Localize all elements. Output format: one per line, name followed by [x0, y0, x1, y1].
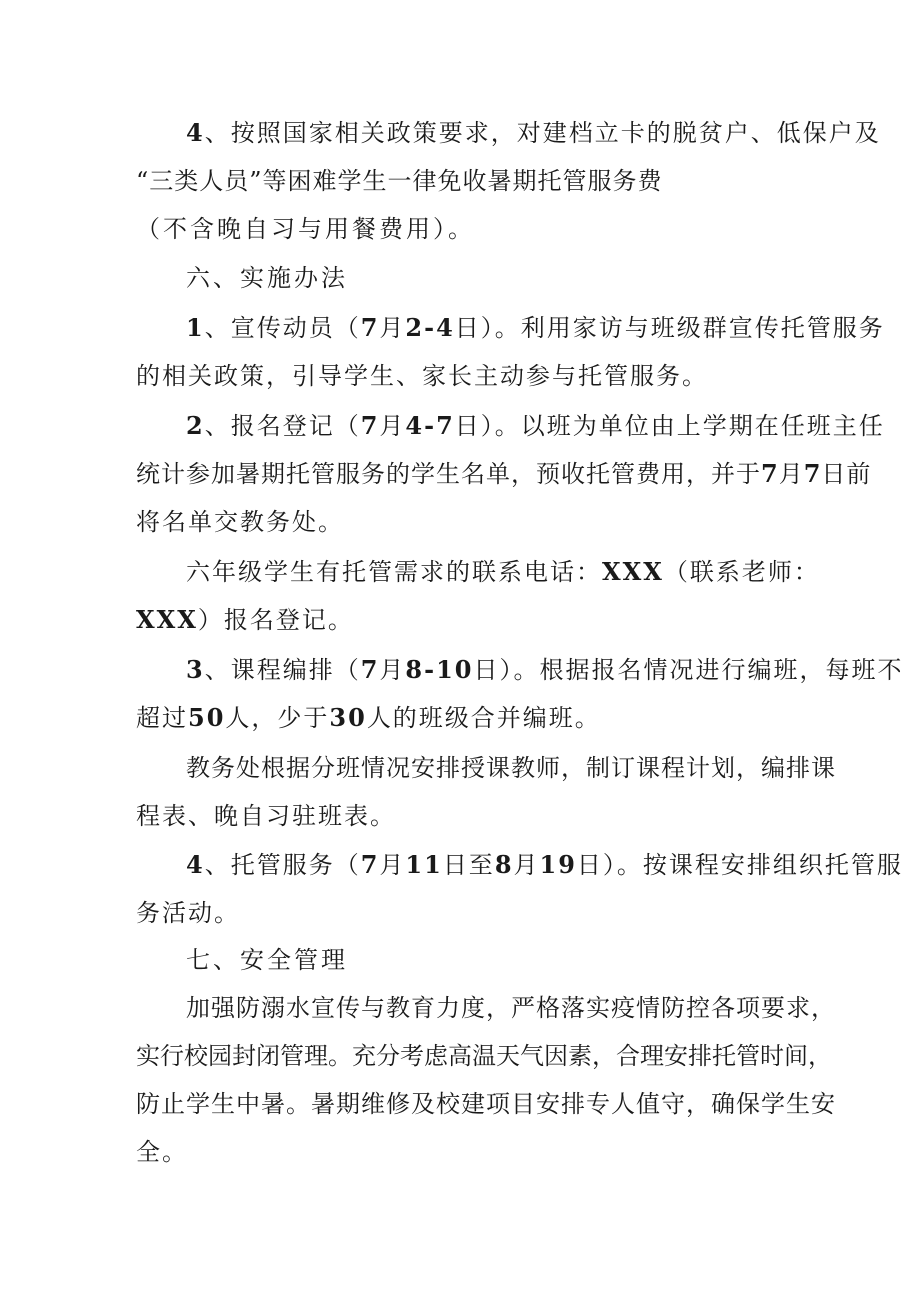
- item-number: 4: [186, 118, 205, 147]
- schedule-note-line-1: [186, 753, 836, 783]
- step-4-line-2: [136, 898, 240, 928]
- schedule-note-line-2: [136, 801, 396, 831]
- text: 、宣传动员（: [204, 314, 361, 342]
- text: “三类人员”等困难学生一律免收暑期托管服务费: [136, 167, 663, 195]
- text: 日）。利用家访与班级群宣传托管服务: [454, 314, 885, 342]
- text: 防止学生中暑。暑期维修及校建项目安排专人值守，确保学生安: [136, 1090, 836, 1118]
- heading-text: 七、安全管理: [186, 946, 348, 974]
- text: 月: [513, 851, 540, 879]
- text: 月: [379, 656, 406, 684]
- date-month: 7: [761, 459, 779, 488]
- contact-line-2: [136, 605, 354, 635]
- step-2-line-1: [186, 411, 885, 441]
- paragraph-free-fee-line-1: [186, 118, 881, 148]
- text: 实行校园封闭管理。充分考虑高温天气因素，合理安排托管时间，: [136, 1042, 832, 1070]
- step-3-line-1: [186, 655, 903, 685]
- text: 月: [379, 412, 406, 440]
- text: 超过: [136, 704, 188, 732]
- date-day: 19: [539, 850, 577, 879]
- contact-phone: XXX: [602, 557, 664, 586]
- text: ）报名登记。: [197, 606, 354, 634]
- date-day: 11: [405, 850, 443, 879]
- text: 教务处根据分班情况安排授课教师，制订课程计划，编排课: [186, 754, 836, 782]
- text: 、托管服务（: [204, 851, 361, 879]
- heading-text: 六、实施办法: [186, 264, 348, 292]
- text: 人的班级合并编班。: [366, 704, 601, 732]
- text: 月: [778, 460, 804, 488]
- contact-teacher: XXX: [136, 605, 198, 634]
- section-heading-safety: [186, 945, 348, 975]
- text: 务活动。: [136, 899, 240, 927]
- class-min: 30: [329, 703, 367, 732]
- text: 、按照国家相关政策要求，对建档立卡的脱贫户、低保户及: [204, 119, 881, 147]
- text: 统计参加暑期托管服务的学生名单，预收托管费用，并于: [136, 460, 761, 488]
- class-max: 50: [188, 703, 226, 732]
- text: 人，少于: [225, 704, 330, 732]
- step-2-line-2: [136, 459, 871, 489]
- text: 的相关政策，引导学生、家长主动参与托管服务。: [136, 362, 708, 390]
- section-heading-implementation: [186, 263, 348, 293]
- text: 全。: [136, 1138, 188, 1166]
- text: 日）。根据报名情况进行编班，每班不: [473, 656, 904, 684]
- date-days: 8-10: [405, 655, 474, 684]
- text: 程表、晚自习驻班表。: [136, 802, 396, 830]
- step-1-line-1: [186, 313, 885, 343]
- step-4-line-1: [186, 850, 903, 880]
- text: 月: [379, 314, 406, 342]
- contact-line-1: [186, 557, 820, 587]
- text: 、课程编排（: [204, 656, 361, 684]
- text: 、报名登记（: [204, 412, 361, 440]
- text: （联系老师：: [663, 558, 820, 586]
- date-month: 8: [494, 850, 514, 879]
- step-2-line-3: [136, 507, 344, 537]
- safety-line-4: [136, 1137, 188, 1167]
- date-month: 7: [360, 313, 380, 342]
- text: 日）。以班为单位由上学期在任班主任: [454, 412, 885, 440]
- text: 日至: [442, 851, 495, 879]
- safety-line-1: [186, 993, 836, 1023]
- text: 日）。按课程安排组织托管服: [576, 851, 903, 879]
- date-day: 7: [803, 459, 822, 488]
- text: 月: [379, 851, 406, 879]
- text: （不含晚自习与用餐费用）。: [136, 215, 475, 243]
- text: 将名单交教务处。: [136, 508, 344, 536]
- step-1-line-2: [136, 361, 708, 391]
- text: 日前: [821, 460, 872, 488]
- paragraph-free-fee-line-2: [136, 166, 663, 196]
- date-month: 7: [360, 655, 380, 684]
- date-days: 2-4: [405, 313, 455, 342]
- paragraph-free-fee-line-3: [136, 214, 475, 244]
- safety-line-3: [136, 1089, 836, 1119]
- date-month: 7: [360, 411, 380, 440]
- step-number: 2: [186, 411, 205, 440]
- step-number: 3: [186, 655, 205, 684]
- step-number: 1: [186, 313, 205, 342]
- step-3-line-2: [136, 703, 601, 733]
- date-month: 7: [360, 850, 380, 879]
- safety-line-2: [136, 1041, 832, 1071]
- text: 六年级学生有托管需求的联系电话：: [186, 558, 602, 586]
- step-number: 4: [186, 850, 205, 879]
- date-days: 4-7: [405, 411, 455, 440]
- text: 加强防溺水宣传与教育力度，严格落实疫情防控各项要求，: [186, 994, 836, 1022]
